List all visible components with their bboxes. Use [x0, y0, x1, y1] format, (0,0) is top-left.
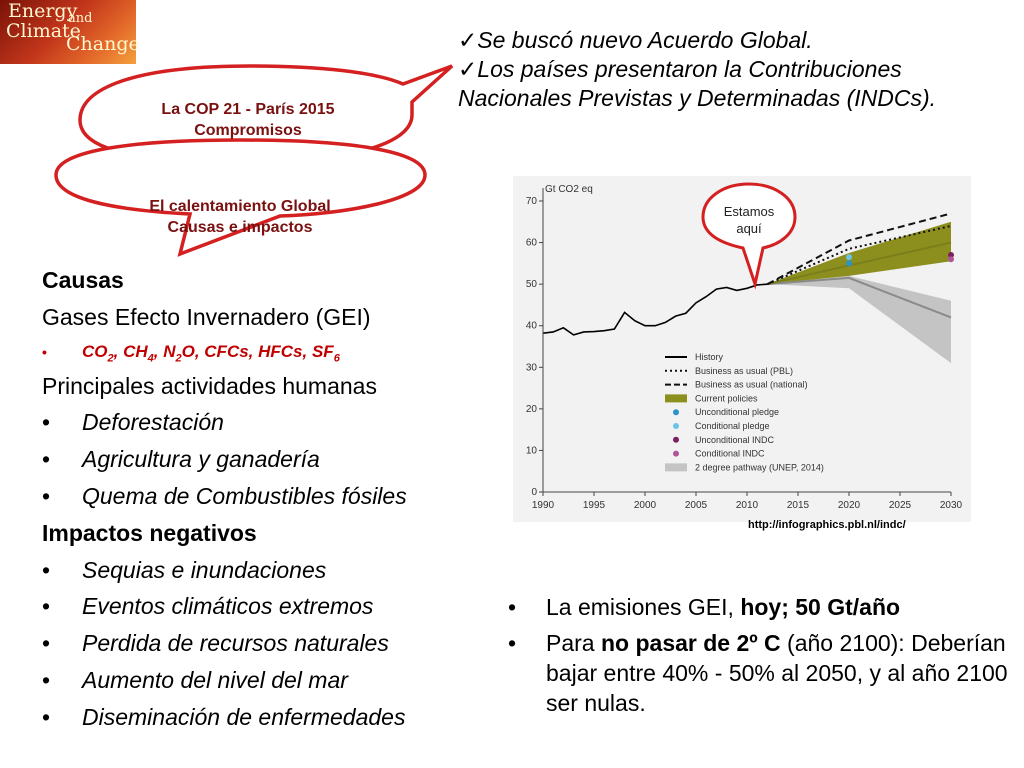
legend-swatch [665, 463, 687, 471]
y-tick-label: 30 [525, 362, 537, 374]
x-tick-label: 2020 [837, 500, 861, 511]
check-icon: ✓ [458, 56, 478, 82]
legend-swatch [673, 423, 679, 429]
logo-line-1: Energy [8, 0, 78, 22]
legend-label: Current policies [695, 393, 758, 404]
legend-label: Business as usual (national) [695, 379, 808, 390]
check-icon: ✓ [458, 27, 478, 53]
check-item-2 [458, 55, 1018, 84]
activity-item: • Quema de Combustibles fósiles [42, 478, 482, 515]
fact-item: • La emisiones GEI, hoy; 50 Gt/año [508, 592, 1018, 622]
legend-label: Conditional pledge [695, 421, 770, 431]
legend-label: Conditional INDC [695, 448, 765, 459]
x-tick-label: 2000 [633, 500, 657, 511]
warming-bubble-line-1: El calentamiento Global [149, 198, 331, 215]
activity-item: • Agricultura y ganadería [42, 441, 482, 478]
cop-bubble-line-1: La COP 21 - París 2015 [161, 101, 335, 118]
legend-label: Unconditional INDC [695, 434, 775, 445]
activity-item: • Deforestación [42, 404, 482, 441]
cop-bubble-line-2: Compromisos [194, 122, 302, 139]
y-tick-label: 50 [525, 279, 537, 291]
legend-label: Unconditional pledge [695, 407, 780, 418]
chart-ylabel: Gt CO2 eq [545, 184, 593, 195]
x-tick-label: 2030 [939, 500, 963, 511]
warming-bubble-line-2: Causas e impactos [167, 219, 313, 236]
y-tick-label: 20 [525, 403, 537, 415]
fact-item: • Para no pasar de 2º C (año 2100): Deberían bajar entre 40% - 50% al 2050, y al año 2100 ser nulas. [508, 628, 1018, 718]
check-item-1 [458, 26, 1018, 55]
gases-line: • $CO_2$, $CH_4$, $N_2O$, CFCs, HFCs, $SF_6$ [42, 336, 482, 368]
y-tick-label: 10 [525, 445, 537, 457]
impact-item: • Perdida de recursos naturales [42, 625, 482, 662]
y-tick-label: 70 [525, 196, 537, 207]
legend-swatch [673, 437, 679, 443]
legend-swatch [673, 409, 679, 415]
x-tick-label: 2005 [684, 500, 708, 511]
gei-line: Gases Efecto Invernadero (GEI) [42, 303, 371, 330]
x-tick-label: 2025 [888, 500, 912, 511]
check-item-2-continued: Nacionales Previstas y Determinadas (INDCs). [458, 85, 937, 111]
logo-line-3: Climate [6, 20, 81, 42]
emissions-chart [513, 176, 971, 522]
here-bubble-line-1: Estamos [723, 204, 775, 219]
chart-credit: http://infographics.pbl.nl/indc/ [748, 519, 906, 531]
y-tick-label: 0 [531, 487, 537, 498]
legend-swatch [673, 451, 679, 457]
activities-heading: Principales actividades humanas [42, 372, 377, 399]
causes-heading: Causas [42, 267, 124, 293]
impact-item: • Aumento del nivel del mar [42, 662, 482, 699]
legend-label: History [695, 352, 724, 362]
check-item-1-text: Se buscó nuevo Acuerdo Global. [477, 27, 813, 53]
pathway-band [767, 276, 951, 363]
logo-line-2: and [68, 11, 93, 26]
warming-bubble-text [110, 196, 370, 238]
legend-label: 2 degree pathway (UNEP, 2014) [695, 462, 824, 473]
pledge-point [948, 256, 954, 262]
impact-item: • Sequias e inundaciones [42, 552, 482, 589]
pledge-point [846, 254, 852, 260]
pledge-point [846, 260, 852, 266]
legend-label: Business as usual (PBL) [695, 365, 794, 376]
impacts-heading: Impactos negativos [42, 519, 257, 546]
impact-item: • Diseminación de enfermedades [42, 699, 482, 736]
x-tick-label: 2010 [735, 500, 759, 511]
x-tick-label: 1995 [582, 500, 606, 511]
legend-swatch [665, 394, 687, 402]
check-item-2-text: Los países presentaron la Contribuciones [477, 56, 902, 82]
impact-item: • Eventos climáticos extremos [42, 588, 482, 625]
key-facts-list [508, 592, 1018, 724]
logo-line-4: Change [66, 33, 140, 55]
emissions-chart-panel [513, 176, 971, 522]
cop-bubble-text [118, 99, 378, 141]
cop21-outcomes-list [458, 26, 1018, 113]
history-line [543, 284, 767, 335]
x-tick-label: 2015 [786, 500, 810, 511]
y-tick-label: 40 [525, 320, 537, 332]
y-tick-label: 60 [525, 237, 537, 249]
x-tick-label: 1990 [531, 500, 555, 511]
causes-impacts-list [42, 262, 482, 736]
here-bubble-line-2: aquí [736, 221, 762, 236]
